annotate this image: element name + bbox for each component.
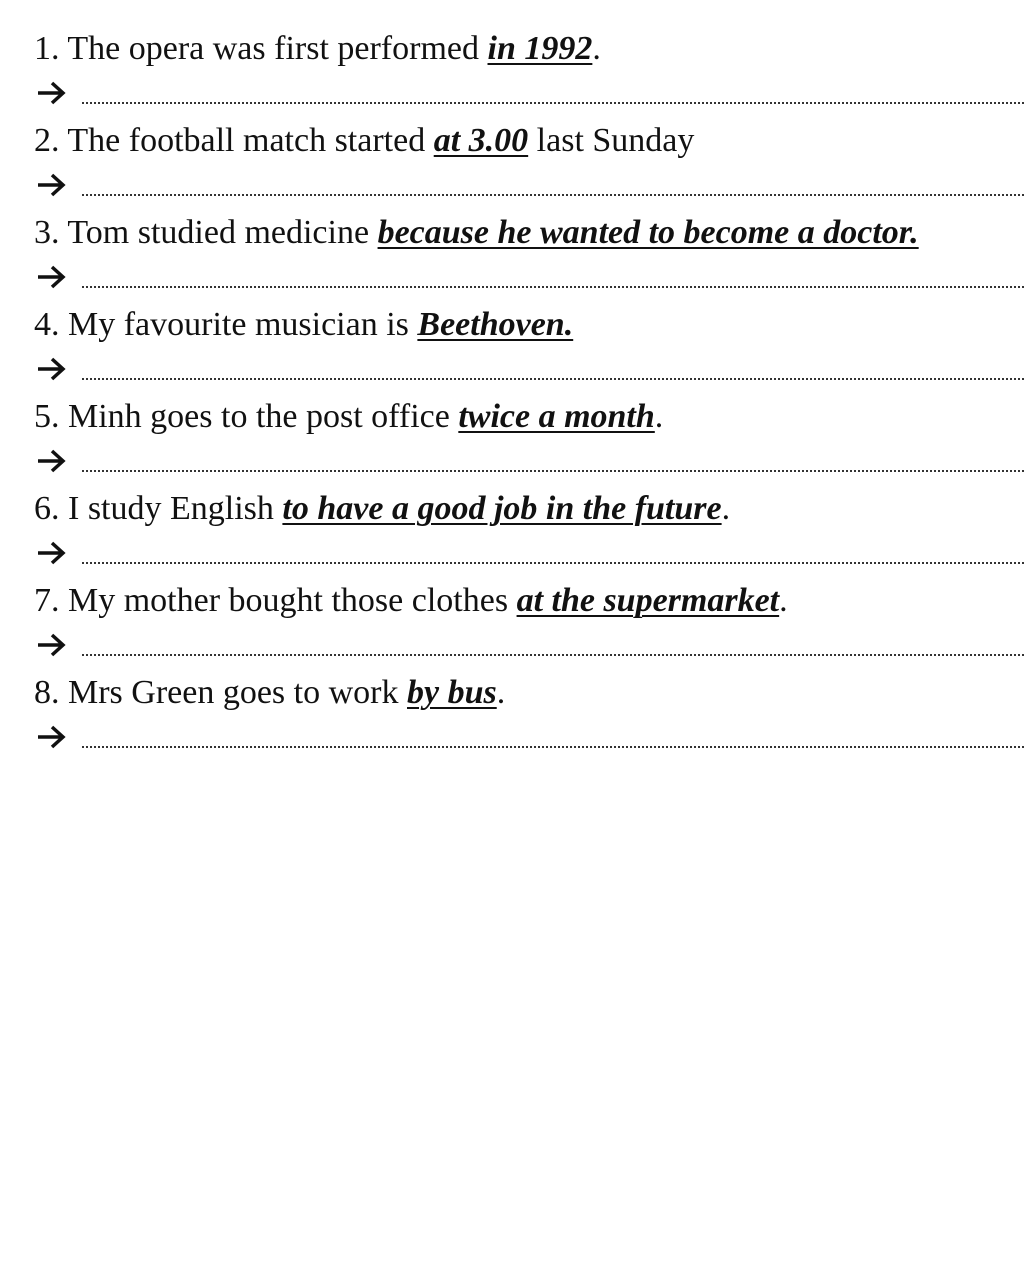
question-6: [34, 486, 1024, 532]
answer-line-6[interactable]: [34, 532, 1024, 578]
question-3: [34, 210, 1024, 256]
dotted-answer-blank[interactable]: [82, 470, 1024, 472]
dotted-answer-blank[interactable]: [82, 746, 1024, 748]
underlined-phrase: by bus: [407, 674, 497, 711]
question-number: 8.: [34, 674, 60, 711]
answer-line-7[interactable]: [34, 624, 1024, 670]
dotted-answer-blank[interactable]: [82, 654, 1024, 656]
dotted-answer-blank[interactable]: [82, 562, 1024, 564]
underlined-phrase: because he wanted to become a doctor.: [377, 214, 919, 251]
answer-line-3[interactable]: [34, 256, 1024, 302]
question-number: 7.: [34, 582, 60, 619]
dotted-answer-blank[interactable]: [82, 194, 1024, 196]
arrow-right-icon: [34, 170, 68, 200]
question-2: [34, 118, 1024, 164]
dotted-answer-blank[interactable]: [82, 378, 1024, 380]
question-number: 5.: [34, 398, 60, 435]
question-number: 1.: [34, 30, 60, 67]
arrow-right-icon: [34, 538, 68, 568]
question-text: Tom studied medicine: [67, 214, 378, 251]
arrow-right-icon: [34, 446, 68, 476]
underlined-phrase: in 1992: [487, 30, 593, 67]
arrow-right-icon: [34, 262, 68, 292]
question-4: [34, 302, 1024, 348]
underlined-phrase: at the supermarket: [516, 582, 780, 619]
underlined-phrase: at 3.00: [433, 122, 529, 159]
question-number: 2.: [34, 122, 60, 159]
answer-line-4[interactable]: [34, 348, 1024, 394]
question-text: The opera was first performed: [67, 30, 488, 67]
question-7: [34, 578, 1024, 624]
question-text-end: .: [779, 582, 788, 619]
question-worksheet: [34, 26, 1024, 762]
underlined-phrase: twice a month: [458, 398, 655, 435]
question-text: Mrs Green goes to work: [68, 674, 407, 711]
question-text: The football match started: [67, 122, 434, 159]
underlined-phrase: Beethoven.: [417, 306, 574, 343]
dotted-answer-blank[interactable]: [82, 102, 1024, 104]
underlined-phrase: to have a good job in the future: [282, 490, 722, 527]
question-number: 6.: [34, 490, 60, 527]
question-text-end: .: [592, 30, 601, 67]
question-text-end: .: [721, 490, 731, 527]
question-1: [34, 26, 1024, 72]
arrow-right-icon: [34, 78, 68, 108]
question-text-end: last Sunday: [528, 122, 695, 159]
arrow-right-icon: [34, 354, 68, 384]
question-text: I study English: [68, 490, 283, 527]
question-text-end: .: [654, 398, 664, 435]
question-number: 3.: [34, 214, 60, 251]
arrow-right-icon: [34, 630, 68, 660]
question-8: [34, 670, 1024, 716]
answer-line-2[interactable]: [34, 164, 1024, 210]
question-text: Minh goes to the post office: [68, 398, 459, 435]
question-text: My favourite musician is: [68, 306, 418, 343]
question-number: 4.: [34, 306, 60, 343]
answer-line-1[interactable]: [34, 72, 1024, 118]
answer-line-5[interactable]: [34, 440, 1024, 486]
question-text: My mother bought those clothes: [68, 582, 517, 619]
question-5: [34, 394, 1024, 440]
arrow-right-icon: [34, 722, 68, 752]
dotted-answer-blank[interactable]: [82, 286, 1024, 288]
answer-line-8[interactable]: [34, 716, 1024, 762]
question-text-end: .: [496, 674, 506, 711]
